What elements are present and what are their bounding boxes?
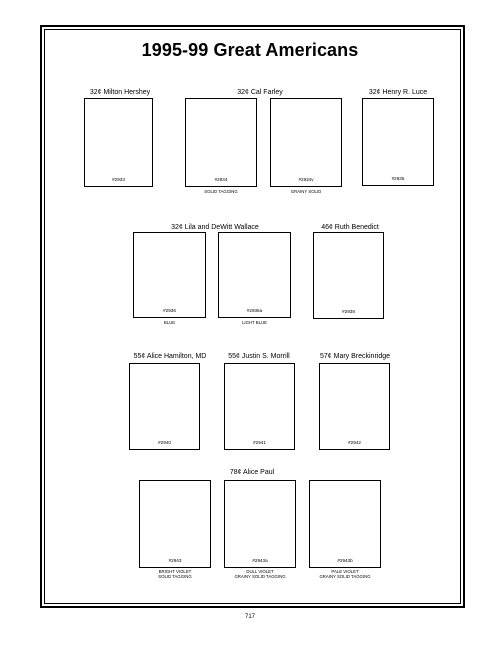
stamp-note-2936a: LIGHT BLUE bbox=[242, 320, 267, 325]
page-title: 1995-99 Great Americans bbox=[141, 40, 359, 60]
catalog-number: #2933 bbox=[112, 177, 125, 182]
catalog-number: #2943 bbox=[168, 558, 182, 563]
stamp-label-2933: 32¢ Milton Hershey bbox=[89, 89, 151, 96]
stamp-note-line: PALE VIOLET bbox=[331, 569, 359, 574]
stamp-mount-2943a bbox=[224, 480, 296, 568]
stamp-mount-2940 bbox=[129, 363, 200, 450]
stamp-label-2938: 46¢ Ruth Benedict bbox=[321, 224, 379, 231]
stamp-label-2942: 57¢ Mary Breckinridge bbox=[319, 353, 391, 360]
stamp-note-2943a bbox=[224, 569, 296, 579]
stamp-mount-2933 bbox=[84, 98, 153, 187]
stamp-label-2941: 55¢ Justin S. Morrill bbox=[228, 353, 290, 360]
stamp-mount-2936a bbox=[218, 232, 291, 318]
stamp-note-line: SOLID TAGGING bbox=[158, 574, 192, 579]
stamp-mount-2934v bbox=[270, 98, 342, 187]
catalog-number: #2935 bbox=[391, 176, 405, 181]
stamp-mount-2943b bbox=[309, 480, 381, 568]
stamp-mount-2935 bbox=[362, 98, 434, 186]
stamp-note-line: GRAINY SOLID TAGGING bbox=[234, 574, 286, 579]
catalog-number: #2940 bbox=[158, 440, 171, 445]
catalog-number: #2934 bbox=[214, 177, 228, 182]
stamp-label-2936: 32¢ Lila and DeWitt Wallace bbox=[171, 224, 259, 231]
stamp-label-2940: 55¢ Alice Hamilton, MD bbox=[133, 353, 207, 360]
catalog-number: #2943b bbox=[337, 558, 353, 563]
stamp-note-2943 bbox=[139, 569, 211, 579]
catalog-number: #2943a bbox=[252, 558, 268, 563]
stamp-mount-2942 bbox=[319, 363, 390, 450]
stamp-label-2943: 78¢ Alice Paul bbox=[229, 469, 275, 476]
catalog-number: #2938 bbox=[342, 309, 355, 314]
stamp-mount-2938 bbox=[313, 232, 384, 319]
catalog-number: #2936a bbox=[246, 308, 263, 313]
stamp-mount-2943 bbox=[139, 480, 211, 568]
catalog-number: #2934v bbox=[298, 177, 314, 182]
catalog-number: #2942 bbox=[348, 440, 361, 445]
stamp-note-2934v: GRAINY SOLID bbox=[290, 189, 322, 194]
stamp-note-line: GRAINY SOLID TAGGING bbox=[319, 574, 371, 579]
page-number: 717 bbox=[244, 614, 255, 620]
stamp-mount-2941 bbox=[224, 363, 295, 450]
stamp-mount-2936 bbox=[133, 232, 206, 318]
catalog-number: #2936 bbox=[163, 308, 176, 313]
catalog-number: #2941 bbox=[253, 440, 266, 445]
stamp-note-line: DULL VIOLET bbox=[246, 569, 274, 574]
stamp-note-2936: BLUE bbox=[163, 320, 176, 325]
stamp-note-2934: SOLID TAGGING bbox=[204, 189, 238, 194]
stamp-note-2943b bbox=[309, 569, 381, 579]
stamp-note-line: BRIGHT VIOLET bbox=[158, 569, 192, 574]
stamp-mount-2934 bbox=[185, 98, 257, 187]
stamp-label-2934: 32¢ Cal Farley bbox=[237, 89, 283, 96]
stamp-label-2935: 32¢ Henry R. Luce bbox=[368, 89, 428, 96]
